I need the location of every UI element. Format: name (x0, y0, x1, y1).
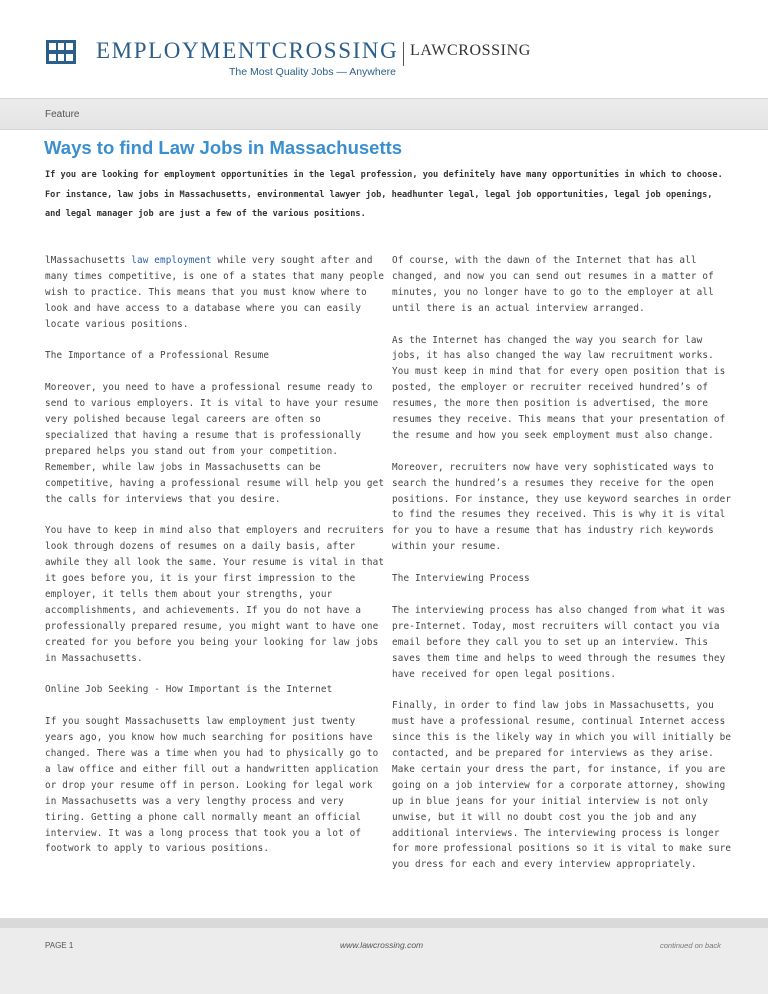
subheading: Online Job Seeking - How Important is the Internet (45, 684, 333, 696)
paragraph-text: while very sought after and many times competitive, is one of a states that many people wish to practice. This means that you must know where to look and have access to a database where you can easily locate various positions. (45, 255, 385, 330)
subheading: The Interviewing Process (392, 573, 530, 585)
grid-logo-icon (46, 40, 76, 64)
footer-stripe (0, 918, 768, 928)
paragraph: As the Internet has changed the way you search for law jobs, it has also changed the way law recruitment works. You must keep in mind that for every open position that is posted, the employer or recruiter received hundred’s of resumes, the more then position is advertised, the more resumes they receive. This means that your presentation of the resume and how you seek employment must also change. (392, 334, 726, 441)
brand-divider (403, 42, 404, 66)
law-employment-link[interactable]: law employment (131, 255, 212, 266)
tagline: The Most Quality Jobs — Anywhere (229, 66, 396, 78)
right-column (392, 253, 732, 889)
paragraph: You have to keep in mind also that employers and recruiters look through dozens of resumes on a daily basis, after awhile they all look the same. Your resume is vital in that it goes before you, it is your first impression to the employer, it tells them about your strengths, your accomplishments, and achievements. If you do not have a professionally prepared resume, you might want to have one created for you before you being your looking for law jobs in Massachusetts. (45, 525, 385, 664)
brand-secondary: LAWCROSSING (410, 42, 531, 59)
page-footer (0, 918, 768, 994)
subheading: The Importance of a Professional Resume (45, 350, 270, 362)
page-number: PAGE 1 (45, 941, 74, 950)
paragraph: Moreover, you need to have a professional resume ready to send to various employers. It is vital to have your resume very polished because legal careers are often so specialized that having a resume that is professionally prepared helps you stand out from your competition. Remember, while law jobs in Massachusetts can be competitive, having a professional resume will help you get the calls for interviews that you desire. (45, 382, 385, 505)
continued-note: continued on back (660, 941, 721, 950)
brand-name: EMPLOYMENTCROSSING (96, 38, 399, 63)
page-header (0, 0, 768, 98)
site-url[interactable]: www.lawcrossing.com (340, 940, 424, 950)
article-title: Ways to find Law Jobs in Massachusetts (44, 137, 403, 158)
paragraph (45, 253, 385, 333)
left-column (45, 253, 385, 873)
paragraph: The interviewing process has also changed from what it was pre-Internet. Today, most recruiters will contact you via email before they call you to set up an interview. This saves them time and helps to weed through the resumes they have received for open legal positions. (392, 604, 726, 680)
section-band (0, 98, 768, 130)
paragraph: If you sought Massachusetts law employment just twenty years ago, you know how much searching for positions have changed. There was a time when you had to physically go to a law office and either fill out a handwritten application or drop your resume off in person. Looking for legal work in Massachusetts was a very lengthy process and very tiring. Getting a phone call normally meant an official interview. It was a long process that took you a lot of footwork to apply to various positions. (45, 716, 379, 855)
paragraph: Of course, with the dawn of the Internet that has all changed, and now you can send out resumes in a matter of minutes, you no longer have to go to the employer at all until there is an actual interview arranged. (392, 255, 714, 314)
paragraph: Moreover, recruiters now have very sophisticated ways to search the hundred’s a resumes they receive for the open positions. For instance, they use keyword searches in order to find the resumes they received. This is why it is vital for you to have a resume that has industry rich keywords within your resume. (392, 461, 732, 553)
paragraph-text: lMassachusetts (45, 255, 132, 266)
section-label: Feature (45, 109, 80, 120)
article-lead: If you are looking for employment opportunities in the legal profession, you definitely have many opportunities in which to choose. For instance, law jobs in Massachusetts, environmental lawyer job, headhunter legal, legal job opportunities, legal job openings, and legal manager job are just a few of the various positions. (45, 170, 723, 219)
paragraph: Finally, in order to find law jobs in Massachusetts, you must have a professional resume, continual Internet access since this is the likely way in which you will initially be contacted, and be prepared for interviews as they arise. Make certain your dress the part, for instance, if you are going on a job interview for a corporate attorney, showing up in blue jeans for your initial interview is not only unwise, but it will no doubt cost you the job and any additional interviews. The interviewing process is longer for more professional positions so it is vital to make sure you dress for each and every interview appropriately. (392, 700, 732, 871)
